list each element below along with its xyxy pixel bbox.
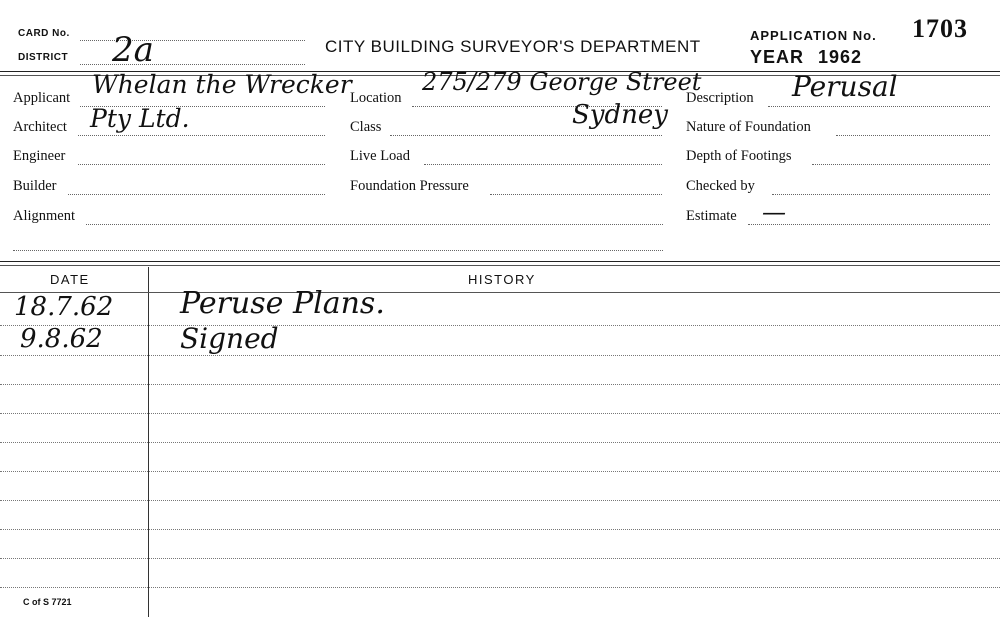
location-value: 275/279 George Street xyxy=(422,68,702,96)
history-row-line xyxy=(0,558,1000,559)
nature-of-foundation-label: Nature of Foundation xyxy=(686,119,811,135)
history-row-line xyxy=(0,500,1000,501)
history-row-line xyxy=(0,384,1000,385)
nature-of-foundation-line xyxy=(836,135,990,136)
engineer-line xyxy=(78,164,325,165)
date-header: DATE xyxy=(50,272,90,287)
estimate-label: Estimate xyxy=(686,208,737,224)
engineer-label: Engineer xyxy=(13,148,66,164)
description-line xyxy=(768,106,990,107)
district-label: DISTRICT xyxy=(18,52,69,63)
foundation-pressure-label: Foundation Pressure xyxy=(350,178,469,194)
year-label: YEAR xyxy=(750,47,805,67)
location-label: Location xyxy=(350,90,402,106)
history-entry-date: 9.8.62 xyxy=(20,324,103,354)
depth-of-footings-label: Depth of Footings xyxy=(686,148,792,164)
history-header-rule xyxy=(0,292,1000,293)
history-row-line xyxy=(0,529,1000,530)
history-row-line xyxy=(0,471,1000,472)
history-rule xyxy=(0,261,1000,262)
architect-label: Architect xyxy=(13,119,67,135)
history-entry-text: Peruse Plans. xyxy=(180,286,385,321)
form-code: C of S 7721 xyxy=(23,597,72,607)
history-row-line xyxy=(0,355,1000,356)
class-line xyxy=(390,135,662,136)
department-title: CITY BUILDING SURVEYOR'S DEPARTMENT xyxy=(325,37,701,56)
checked-by-label: Checked by xyxy=(686,178,755,194)
application-no-value: 1703 xyxy=(912,14,968,43)
description-label: Description xyxy=(686,90,754,106)
builder-line xyxy=(68,194,325,195)
history-entry-text: Signed xyxy=(180,322,279,355)
alignment-label: Alignment xyxy=(13,208,76,224)
builder-label: Builder xyxy=(13,178,57,194)
alignment-line-2 xyxy=(13,250,663,251)
district-value: 2a xyxy=(112,30,154,70)
history-row-line xyxy=(0,442,1000,443)
depth-of-footings-line xyxy=(812,164,990,165)
applicant-value: Whelan the Wrecker xyxy=(92,70,352,99)
estimate-value: — xyxy=(762,198,786,226)
alignment-line xyxy=(86,224,663,225)
live-load-label: Live Load xyxy=(350,148,410,164)
location-value-line2: Sydney xyxy=(572,100,668,130)
architect-value: Pty Ltd. xyxy=(90,104,190,133)
foundation-pressure-line xyxy=(490,194,662,195)
applicant-label: Applicant xyxy=(13,90,71,106)
card-no-label: CARD No. xyxy=(18,28,70,39)
year-value: 1962 xyxy=(818,47,863,67)
history-header: HISTORY xyxy=(468,272,536,287)
architect-line xyxy=(78,135,325,136)
history-row-line xyxy=(0,587,1000,588)
history-row-line xyxy=(0,325,1000,326)
application-no-label: APPLICATION No. xyxy=(750,28,877,43)
live-load-line xyxy=(424,164,662,165)
class-label: Class xyxy=(350,119,382,135)
checked-by-line xyxy=(772,194,990,195)
history-row-line xyxy=(0,413,1000,414)
description-value: Perusal xyxy=(792,70,898,103)
history-rule-2 xyxy=(0,265,1000,266)
history-entry-date: 18.7.62 xyxy=(14,292,114,322)
